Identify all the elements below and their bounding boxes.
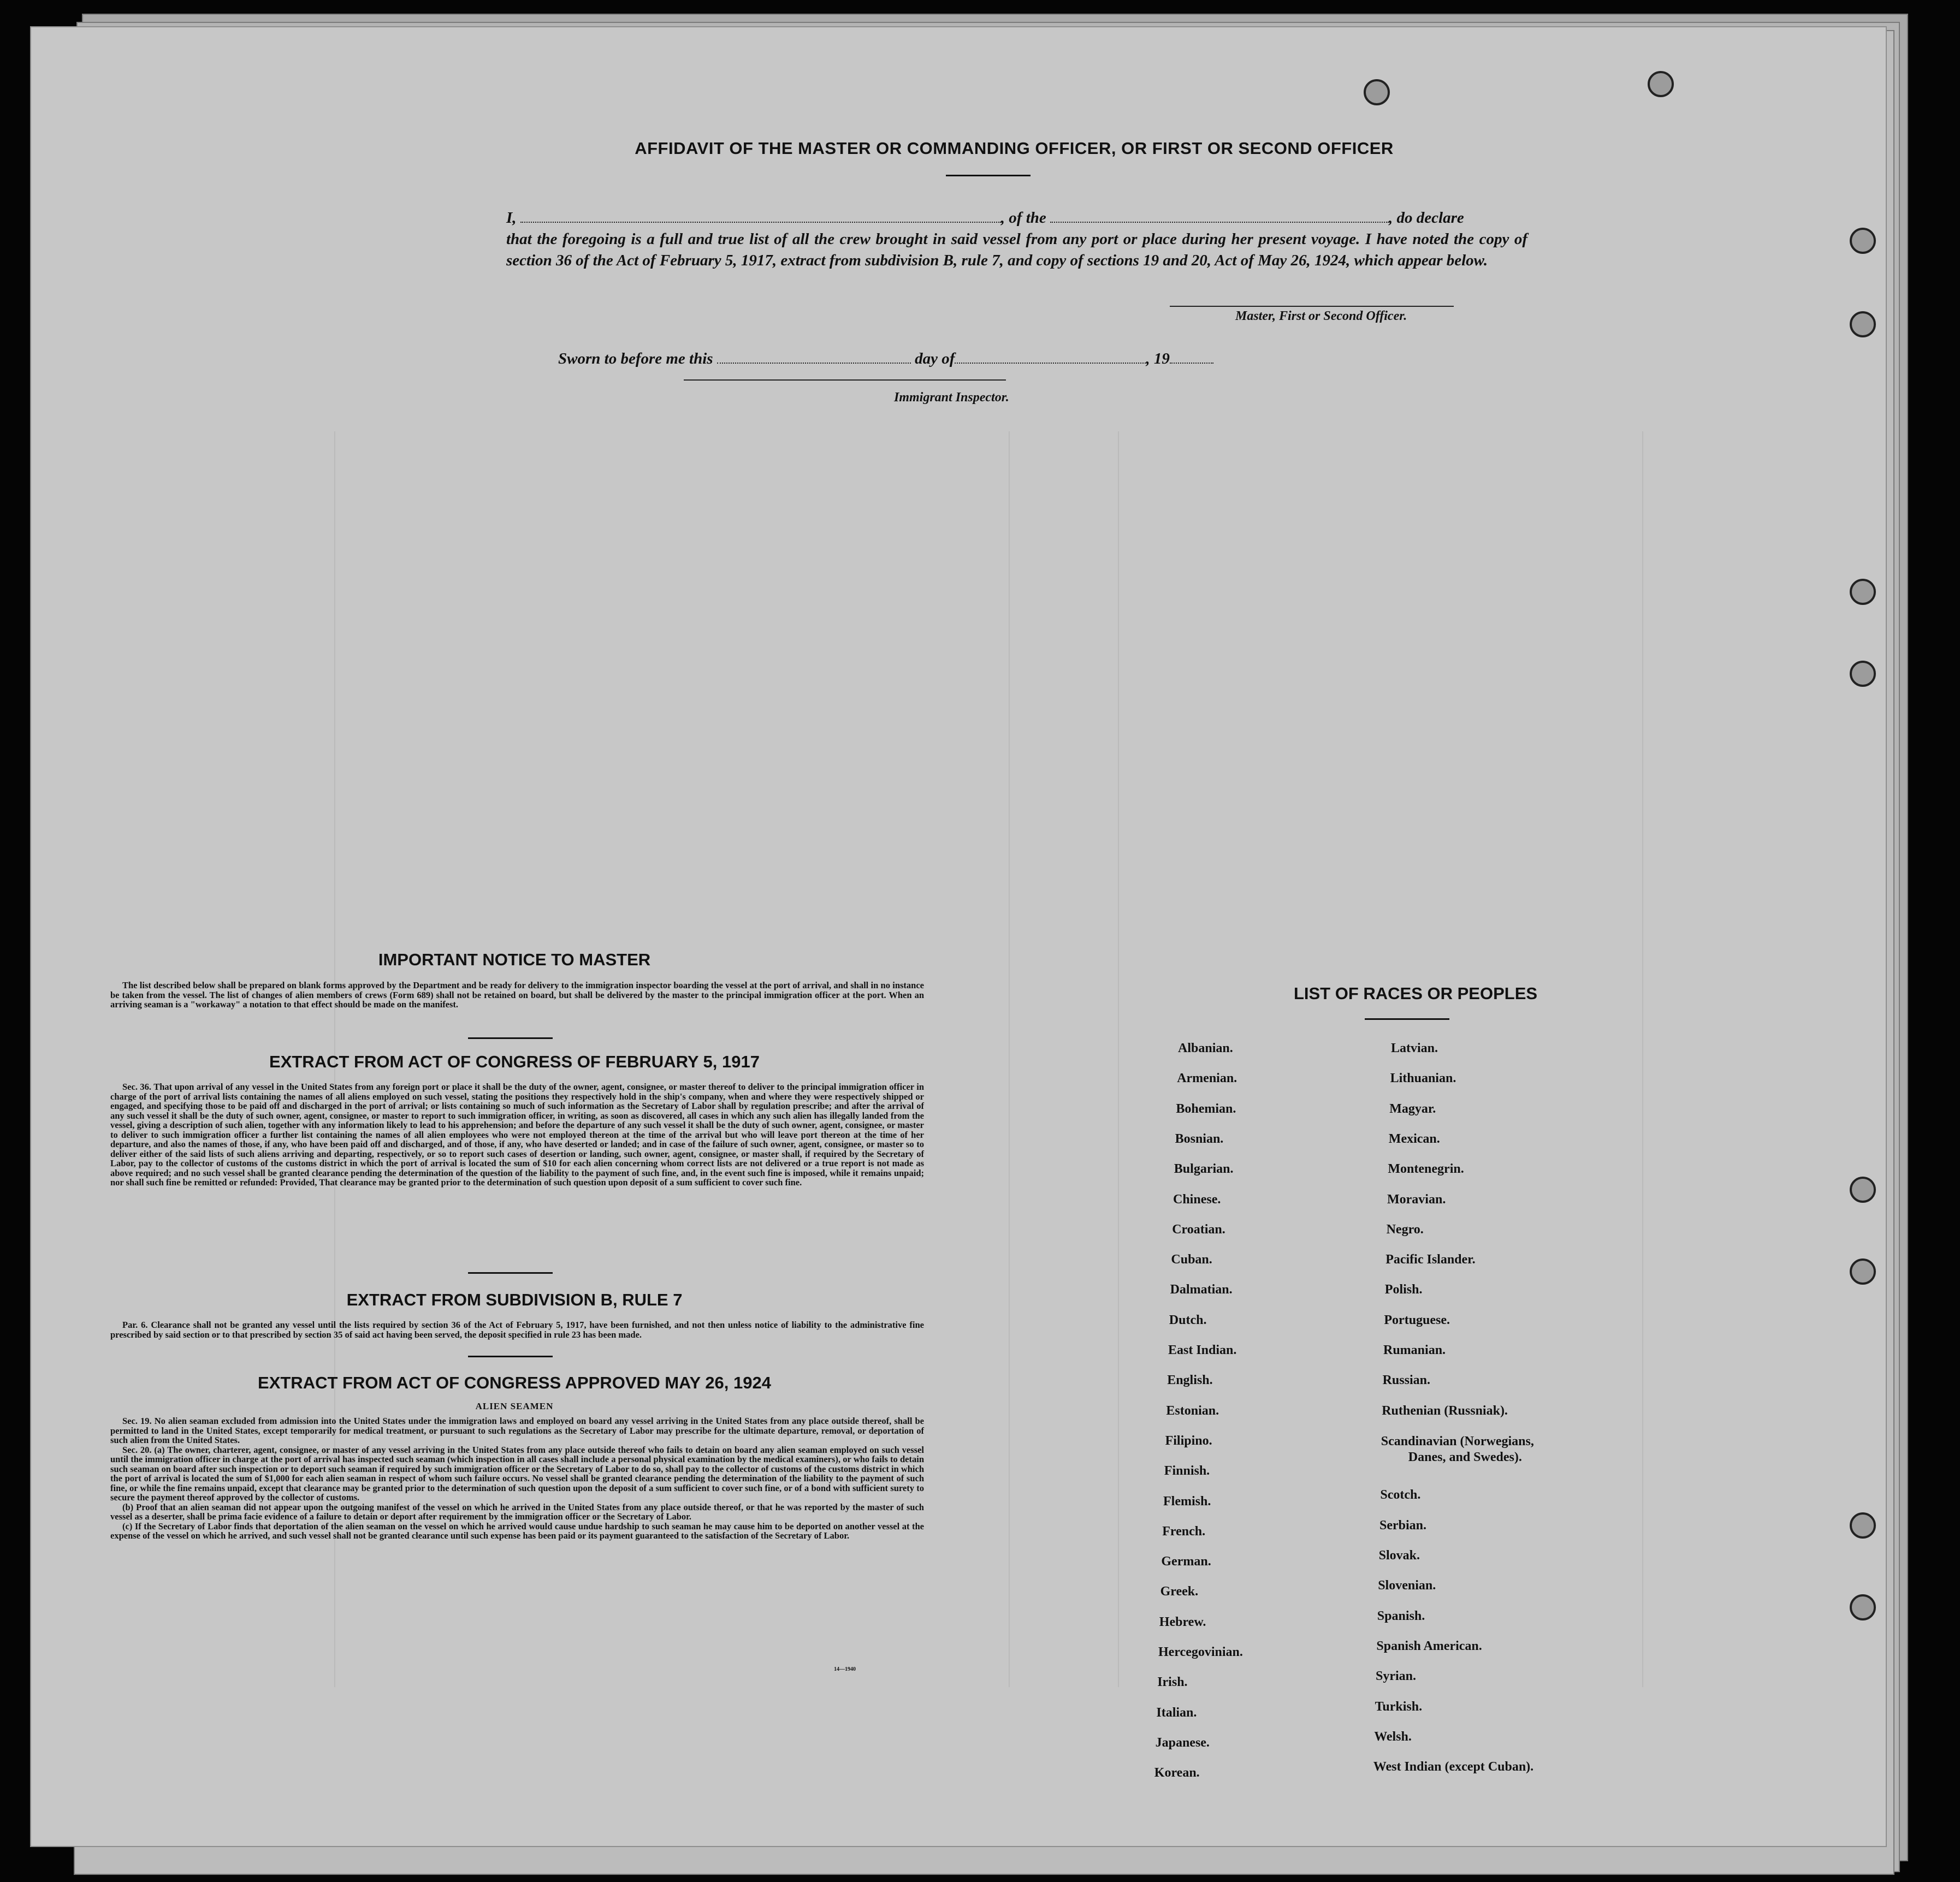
punch-hole-icon (1850, 1512, 1876, 1539)
inspector-signature-line[interactable] (684, 379, 1006, 381)
race-item (1381, 1434, 1534, 1465)
race-item: Scotch. (1380, 1488, 1421, 1503)
ghost-column-line (1118, 431, 1119, 1687)
race-item: Finnish. (1164, 1464, 1210, 1479)
race-item: Syrian. (1376, 1669, 1417, 1684)
races-title: LIST OF RACES OR PEOPLES (1293, 984, 1538, 1003)
race-item: Hebrew. (1159, 1614, 1206, 1629)
race-item: Lithuanian. (1390, 1071, 1456, 1086)
punch-hole-icon (1850, 1594, 1876, 1620)
race-item: Cuban. (1171, 1252, 1212, 1267)
section-rule (468, 1037, 553, 1039)
race-item: Bosnian. (1175, 1131, 1224, 1146)
sworn-day-field[interactable] (717, 349, 911, 364)
sec20c-paragraph: (c) If the Secretary of Labor finds that deportation of the alien seaman on the vessel on which he arrived would cause undue hardship to such seaman he may cause him to be deported on another vessel at the expense of the vessel on which he arrived, and such vessel shall not be granted clearance until such expense has been paid or its payment guaranteed to the satisfaction of the Secretary of Labor. (110, 1521, 924, 1541)
race-item: East Indian. (1168, 1343, 1237, 1357)
race-item: Bulgarian. (1174, 1162, 1234, 1177)
race-item: Korean. (1154, 1766, 1200, 1780)
race-item: Slovenian. (1378, 1578, 1436, 1593)
ghost-column-line (1642, 431, 1643, 1687)
sec20b-paragraph: (b) Proof that an alien seaman did not appear upon the outgoing manifest of the vessel on which he arrived in the United States from any place outside thereof, or that he was reported by the master of such vessel as a deserter, shall be prima facie evidence of a failure to detain or deport after requirement by the immigration officer or the Secretary of Labor. (110, 1501, 924, 1522)
extract-1924-subtitle: ALIEN SEAMEN (475, 1401, 554, 1411)
sec20a-paragraph: Sec. 20. (a) The owner, charterer, agent, consignee, or master of any vessel arriving in the United States from any place outside thereof who fails to detain on board any alien seaman employed on such vessel until the immigration officer in charge at the port of arrival has inspected such seaman (which inspection in all cases shall include a personal physical examination by the medical examiners), or who fails to detain such seaman on board after such inspection or to deport such seaman if required by such immigration officer or the Secretary of Labor to do so, shall pay to the collector of customs of the customs district in which the port of arrival is located the sum of $1,000 for each alien seaman in respect of whom such failure occurs. No vessel shall be granted clearance pending the determination of the liability to the payment of such fine, or while the fine remains unpaid, except that clearance may be granted prior to the determination of such question upon the deposit of a sum sufficient to cover such fine, or of a bond with sufficient surety to secure the payment thereof approved by the collector of customs. (110, 1444, 924, 1503)
race-item: Dalmatian. (1170, 1283, 1233, 1297)
race-item: Ruthenian (Russniak). (1382, 1403, 1508, 1418)
race-item: Bohemian. (1176, 1101, 1236, 1116)
punch-hole-icon (1850, 311, 1876, 337)
extract-rule7-title: EXTRACT FROM SUBDIVISION B, RULE 7 (346, 1290, 683, 1309)
race-item: Estonian. (1166, 1403, 1219, 1418)
title-rule (946, 175, 1031, 176)
extract-1917-paragraph: Sec. 36. That upon arrival of any vessel in the United States from any foreign port or place it shall be the duty of the owner, agent, consignee, or master thereof to deliver to the principal immigration officer in charge of the port of arrival lists containing the names of all aliens employed on such vessel, stating the positions they respectively hold in the ship's company, when and where they were respectively shipped or engaged, and specifying those to be paid off and discharged in the port of arrival; or lists containing so much of such information as the Secretary of Labor shall by regulation prescribe; and after the arrival of any such vessel it shall be the duty of such owner, agent, consignee, or master to report to such immigration officer, in writing, as soon as discovered, all cases in which any such alien has illegally landed from the vessel, giving a description of such alien, together with any information likely to lead to his apprehension; and before the departure of any such vessel it shall be the duty of such owner, agent, consignee, or master to deliver to such immigration officer a further list containing the names of all alien employees who were not employed thereon at the time of the arrival but who will leave port thereon at the time of her departure, and also the names of those, if any, who have been paid off and discharged, and of those, if any, who have deserted or landed; and in case of the failure of such owner, agent, consignee, or master so to deliver either of the said lists of such aliens arriving and departing, respectively, or so to report such cases of desertion or landing, such owner, agent, consignee, or master shall, if required by the Secretary of Labor, pay to the collector of customs of the customs district in which the port of arrival is located the sum of $10 for each alien concerning whom correct lists are not delivered or a true report is not made as above required; and no such vessel shall be granted clearance pending the determination of the question of the liability to the payment of such fine, and, in the event such fine is imposed, while it remains unpaid; nor shall such fine be remitted or refunded: Provided, That clearance may be granted prior to the determination of such question upon deposit of a sum sufficient to cover such fine. (110, 1082, 924, 1188)
race-item: Croatian. (1172, 1222, 1225, 1237)
race-item: Italian. (1156, 1705, 1197, 1720)
race-item-continuation: Danes, and Swedes). (1408, 1450, 1522, 1464)
race-item: Albanian. (1178, 1041, 1233, 1055)
race-item: English. (1167, 1373, 1213, 1388)
affidavit-text: that the foregoing is a full and true list of all the crew brought in said vessel from any port or place during her present voyage. I have noted the copy of section 36 of the Act of February 5, 1917, extract from subdivision B, rule 7, and copy of sections 19 and 20, Act of May 26, 1924, which appear below. (506, 230, 1527, 269)
notice-paragraph: The list described below shall be prepared on blank forms approved by the Department and be ready for delivery to the immigration inspector boarding the vessel at the port of arrival, and shall in no instance be taken from the vessel. The list of changes of alien members of crews (Form 689) shall not be retained on board, but shall be delivered by the master to the principal immigration officer at the port. When an arriving seaman is a "workaway" a notation to that effect should be made on the manifest. (110, 980, 924, 1010)
name-field[interactable] (520, 209, 1001, 223)
sec19-paragraph: Sec. 19. No alien seaman excluded from admission into the United States under the immigration laws and employed on board any vessel arriving in the United States from any place outside thereof, shall be permitted to land in the United States, except temporarily for medical treatment, or pursuant to such regulations as the Secretary of Labor may prescribe for the ultimate departure, removal, or deportation of such alien from the United States. (110, 1416, 924, 1445)
race-item: Pacific Islander. (1385, 1252, 1476, 1267)
punch-hole-icon (1850, 1258, 1876, 1285)
inspector-label: Immigrant Inspector. (894, 390, 1009, 405)
race-item: Mexican. (1388, 1131, 1440, 1146)
punch-hole-icon (1850, 1177, 1876, 1203)
punch-hole-icon (1850, 661, 1876, 687)
race-item: Spanish. (1377, 1608, 1425, 1623)
extract-rule7-paragraph: Par. 6. Clearance shall not be granted any vessel until the lists required by section 36 of the Act of February 5, 1917, have been furnished, and not then unless notice of liability to the administrative fine prescribed by said section or to that prescribed by section 35 of said act having been served, the deposit specified in rule 23 has been made. (110, 1320, 924, 1340)
race-item: Irish. (1157, 1675, 1188, 1690)
sworn-month-field[interactable] (955, 349, 1146, 364)
affidavit-declare: , do declare (1389, 209, 1464, 227)
race-item: Dutch. (1169, 1313, 1207, 1327)
race-item: Serbian. (1379, 1518, 1427, 1533)
race-item: Russian. (1382, 1373, 1430, 1388)
sworn-day-of: day of (915, 350, 955, 367)
extract-rule7-text (110, 1320, 924, 1339)
section-rule (468, 1356, 553, 1357)
race-item: Turkish. (1375, 1699, 1423, 1714)
sworn-year-prefix: , 19 (1146, 350, 1170, 367)
punch-hole-icon (1850, 579, 1876, 605)
race-item: French. (1162, 1524, 1206, 1539)
race-item: Rumanian. (1383, 1343, 1446, 1357)
extract-1917-text (110, 1082, 924, 1188)
race-item: German. (1161, 1554, 1211, 1569)
race-item: West Indian (except Cuban). (1373, 1760, 1534, 1774)
race-item: Greek. (1160, 1584, 1199, 1599)
section-rule (1365, 1018, 1449, 1020)
affidavit-of-the: , of the (1000, 209, 1046, 227)
race-item: Moravian. (1387, 1192, 1446, 1207)
race-item: Magyar. (1389, 1101, 1436, 1116)
race-item: Latvian. (1391, 1041, 1438, 1055)
race-item: Armenian. (1177, 1071, 1237, 1086)
race-item: Filipino. (1165, 1433, 1212, 1448)
extract-1917-title: EXTRACT FROM ACT OF CONGRESS OF FEBRUARY 5, 1917 (269, 1052, 760, 1071)
notice-text (110, 981, 924, 1010)
affidavit-body (506, 207, 1527, 271)
notice-title: IMPORTANT NOTICE TO MASTER (378, 950, 651, 969)
extract-1924-text (110, 1416, 924, 1541)
race-item: Chinese. (1173, 1192, 1221, 1207)
race-item: Portuguese. (1384, 1313, 1450, 1327)
signature-label: Master, First or Second Officer. (1235, 309, 1407, 323)
affidavit-title: AFFIDAVIT OF THE MASTER OR COMMANDING OFFICER, OR FIRST OR SECOND OFFICER (635, 139, 1394, 158)
race-item: Hercegovinian. (1158, 1645, 1243, 1659)
race-item: Welsh. (1374, 1729, 1412, 1744)
race-item: Flemish. (1163, 1494, 1211, 1509)
punch-hole-icon (1850, 228, 1876, 254)
signature-line[interactable] (1170, 306, 1454, 307)
race-item: Slovak. (1378, 1548, 1420, 1563)
affidavit-line-1 (506, 207, 1527, 229)
punch-hole-icon (1364, 79, 1390, 105)
vessel-field[interactable] (1050, 209, 1389, 223)
ghost-column-line (1009, 431, 1010, 1687)
section-rule (468, 1272, 553, 1274)
sworn-label: Sworn to before me this (558, 350, 713, 367)
race-item-text: Scandinavian (Norwegians, (1381, 1434, 1534, 1448)
document-page (30, 26, 1887, 1847)
affidavit-i: I, (506, 209, 517, 227)
race-item: Negro. (1386, 1222, 1424, 1237)
form-code: 14—1940 (834, 1666, 856, 1672)
race-item: Polish. (1384, 1283, 1423, 1297)
punch-hole-icon (1648, 71, 1674, 97)
race-item: Japanese. (1155, 1735, 1210, 1750)
sworn-line (558, 349, 1213, 368)
extract-1924-title: EXTRACT FROM ACT OF CONGRESS APPROVED MAY 26, 1924 (258, 1373, 771, 1392)
race-item: Montenegrin. (1388, 1162, 1464, 1177)
sworn-year-field[interactable] (1170, 349, 1213, 364)
race-item: Spanish American. (1376, 1638, 1482, 1653)
